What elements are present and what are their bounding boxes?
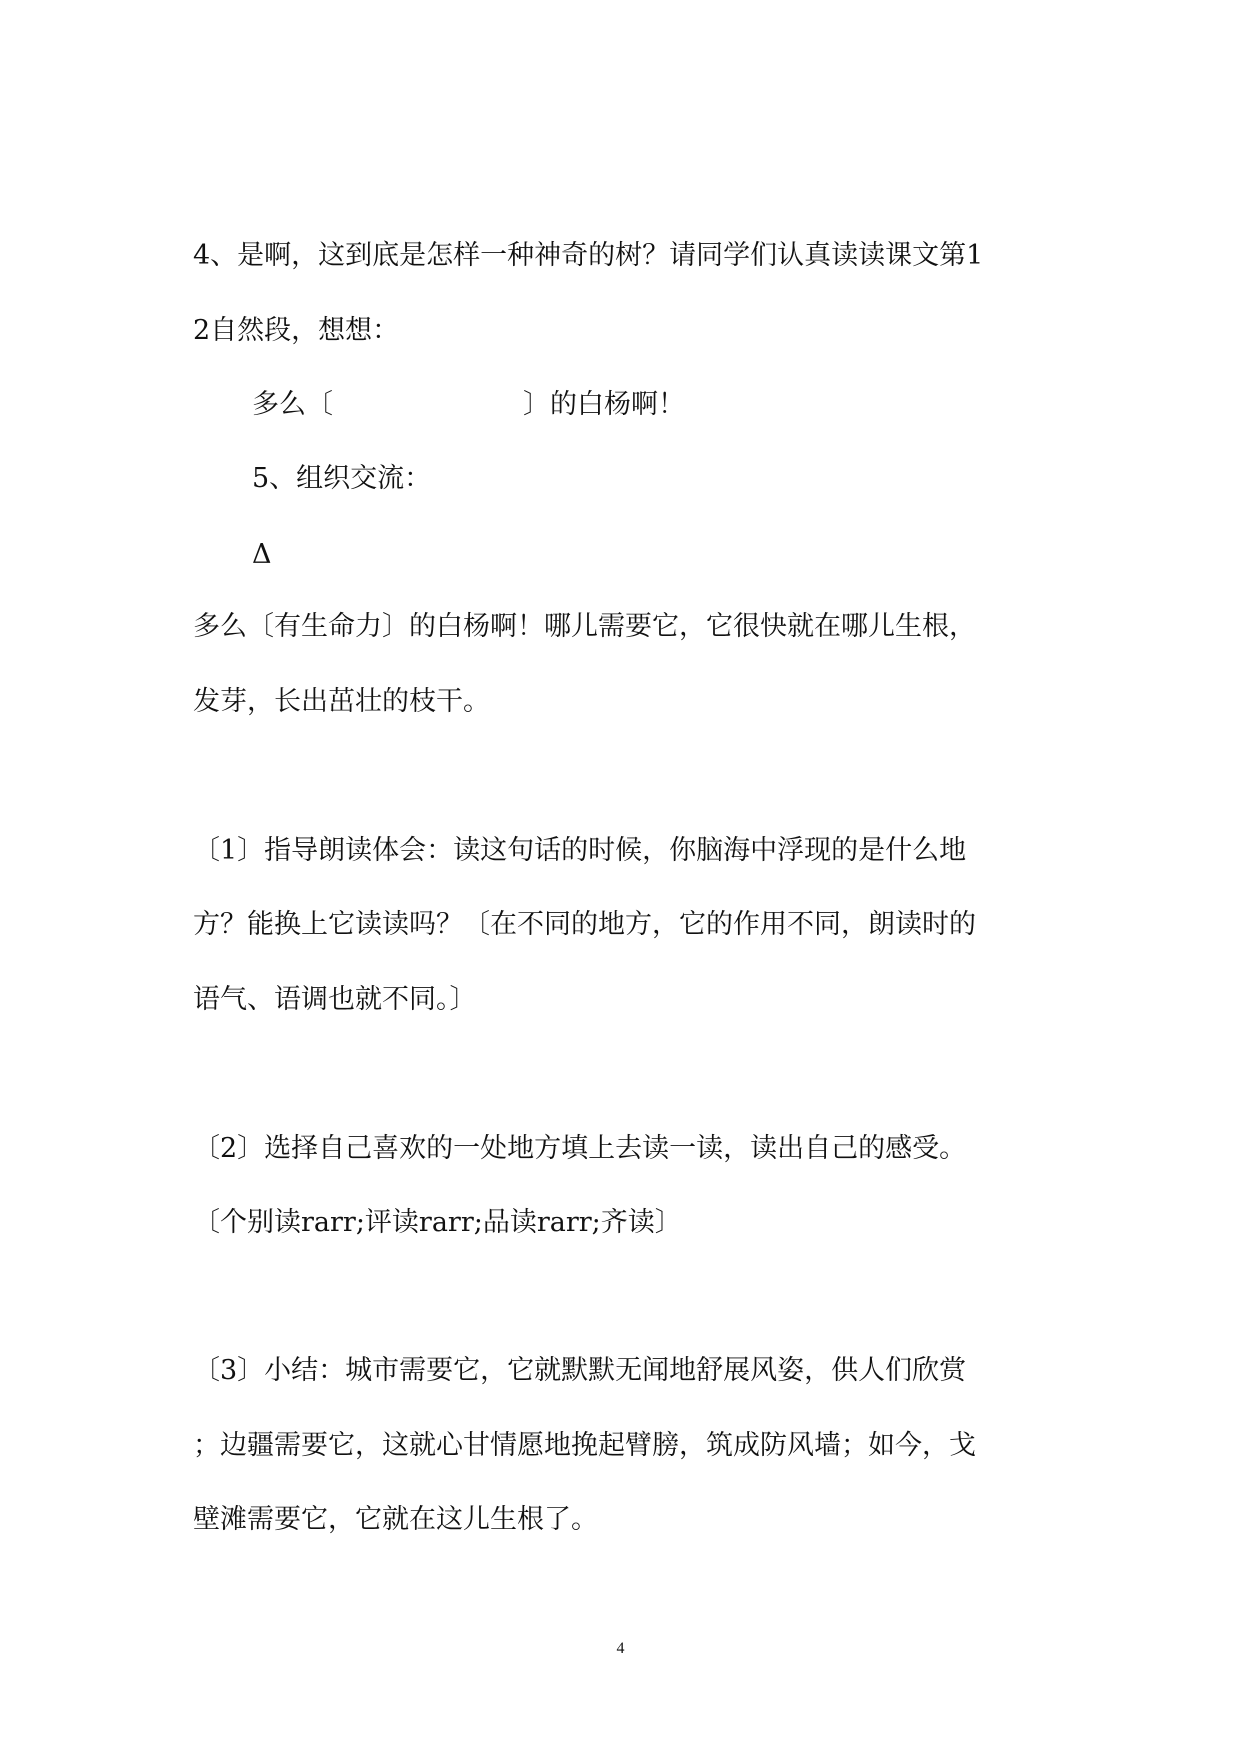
fill-in-blank-line: [252, 388, 685, 422]
text-line: 〔1〕指导朗读体会：读这句话的时候，你脑海中浮现的是什么地: [193, 835, 967, 866]
page-number: 4: [616, 1640, 625, 1657]
text-line: ；边疆需要它，这就心甘情愿地挽起臂膀，筑成防风墙；如今，戈: [193, 1430, 976, 1461]
text-line: 发芽，长出茁壮的枝干。: [193, 686, 490, 717]
text-line: 〔3〕小结：城市需要它，它就默默无闻地舒展风姿，供人们欣赏: [193, 1355, 967, 1386]
text-line: 方？能换上它读读吗？〔在不同的地方，它的作用不同，朗读时的: [193, 909, 976, 940]
text-line: 多么〔有生命力〕的白杨啊！哪儿需要它，它很快就在哪儿生根，: [193, 611, 976, 642]
blank-suffix: 〕的白杨啊！: [523, 389, 685, 420]
text-line: 语气、语调也就不同。〕: [193, 984, 477, 1015]
blank-prefix: 多么〔: [252, 389, 333, 420]
text-line: 4、是啊，这到底是怎样一种神奇的树？请同学们认真读读课文第1: [193, 240, 984, 271]
text-line: 壁滩需要它，它就在这儿生根了。: [193, 1504, 598, 1535]
delta-marker: Δ: [252, 539, 272, 570]
text-line: 〔2〕选择自己喜欢的一处地方填上去读一读，读出自己的感受。: [193, 1133, 967, 1164]
text-line: 2自然段，想想：: [193, 315, 400, 346]
text-line: 〔个别读rarr;评读rarr;品读rarr;齐读〕: [193, 1207, 682, 1238]
text-line: 5、组织交流：: [252, 463, 432, 494]
